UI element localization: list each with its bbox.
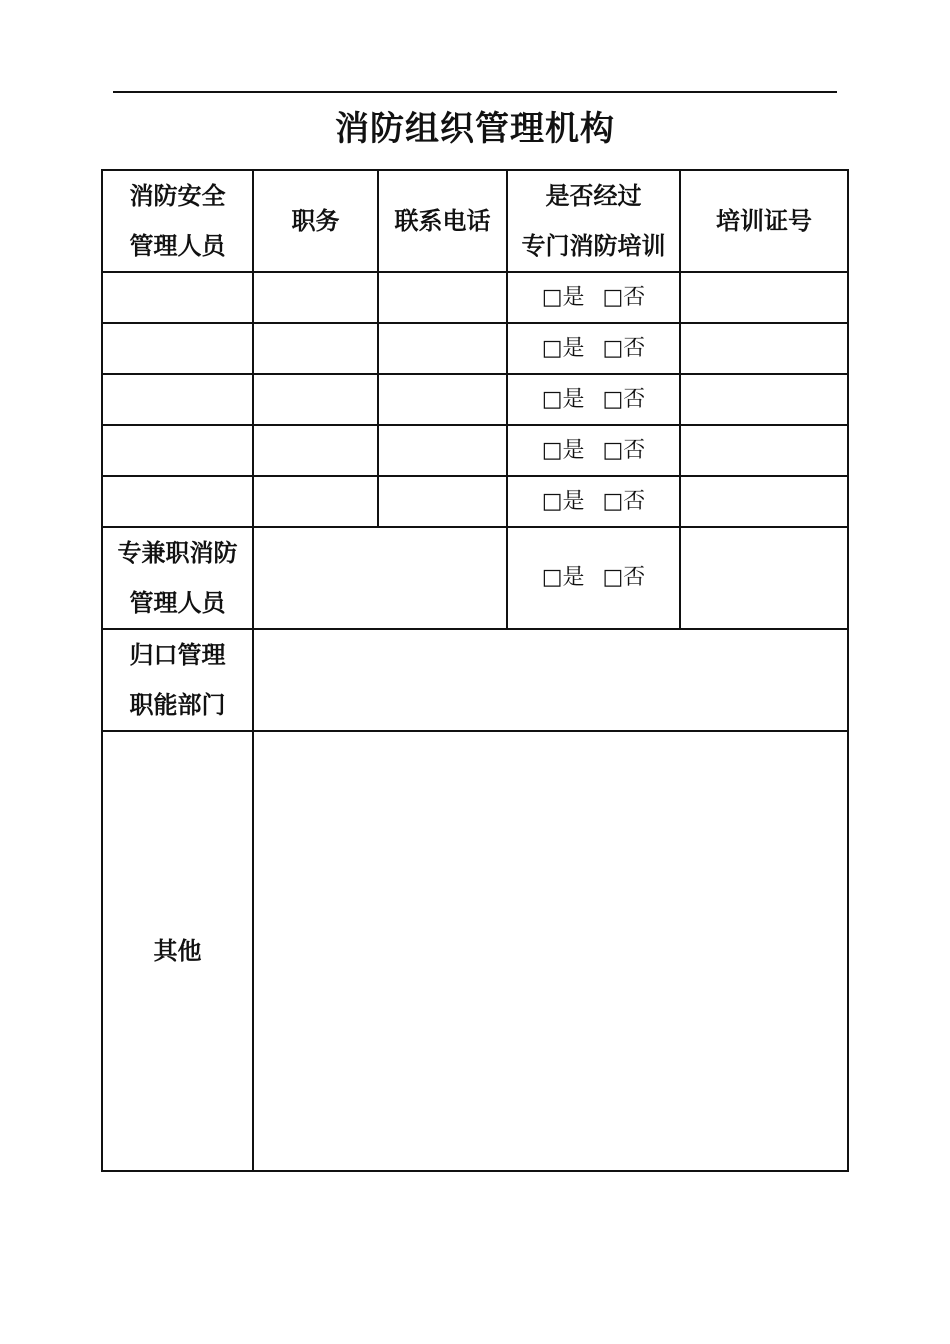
name-cell[interactable] xyxy=(102,476,253,527)
certificate-cell[interactable] xyxy=(680,323,848,374)
trained-cell xyxy=(507,374,680,425)
certificate-cell[interactable] xyxy=(680,476,848,527)
table-row xyxy=(102,476,848,527)
table-row xyxy=(102,272,848,323)
top-rule xyxy=(113,91,837,93)
table-row xyxy=(102,374,848,425)
part-time-label xyxy=(102,527,253,629)
trained-cell xyxy=(507,272,680,323)
position-cell[interactable] xyxy=(253,374,378,425)
header-certificate: 培训证号 xyxy=(680,170,848,272)
phone-cell[interactable] xyxy=(378,374,507,425)
phone-cell[interactable] xyxy=(378,476,507,527)
trained-cell xyxy=(507,425,680,476)
no-checkbox[interactable]: □否 xyxy=(602,335,646,361)
certificate-cell[interactable] xyxy=(680,374,848,425)
no-checkbox[interactable]: □否 xyxy=(602,565,646,590)
position-cell[interactable] xyxy=(253,272,378,323)
position-cell[interactable] xyxy=(253,323,378,374)
other-row xyxy=(102,731,848,1171)
no-checkbox[interactable]: □否 xyxy=(602,488,646,514)
header-safety-personnel-line2: 管理人员 xyxy=(129,231,226,260)
certificate-cell[interactable] xyxy=(680,527,848,629)
yes-checkbox[interactable]: □是 xyxy=(541,335,585,361)
department-label-line1: 归口管理 xyxy=(129,640,226,669)
department-label-line2: 职能部门 xyxy=(129,690,226,719)
certificate-cell[interactable] xyxy=(680,272,848,323)
table-row xyxy=(102,323,848,374)
header-phone: 联系电话 xyxy=(378,170,507,272)
name-cell[interactable] xyxy=(102,323,253,374)
yes-checkbox[interactable]: □是 xyxy=(541,565,585,590)
position-cell[interactable] xyxy=(253,476,378,527)
header-position: 职务 xyxy=(253,170,378,272)
department-label xyxy=(102,629,253,731)
trained-cell xyxy=(507,323,680,374)
phone-cell[interactable] xyxy=(378,425,507,476)
part-time-row xyxy=(102,527,848,629)
name-cell[interactable] xyxy=(102,272,253,323)
yes-checkbox[interactable]: □是 xyxy=(541,284,585,310)
page-title: 消防组织管理机构 xyxy=(335,109,615,149)
no-checkbox[interactable]: □否 xyxy=(602,284,646,310)
header-safety-personnel-line1: 消防安全 xyxy=(129,181,226,210)
phone-cell[interactable] xyxy=(378,323,507,374)
no-checkbox[interactable]: □否 xyxy=(602,386,646,412)
trained-cell xyxy=(507,476,680,527)
department-value-cell[interactable] xyxy=(253,629,848,731)
part-time-label-line1: 专兼职消防 xyxy=(117,538,238,567)
yes-checkbox[interactable]: □是 xyxy=(541,437,585,463)
other-value-cell[interactable] xyxy=(253,731,848,1171)
header-trained xyxy=(507,170,680,272)
other-label: 其他 xyxy=(102,731,253,1171)
name-cell[interactable] xyxy=(102,425,253,476)
fire-organization-table xyxy=(101,169,849,1172)
part-time-name-cell[interactable] xyxy=(253,527,507,629)
no-checkbox[interactable]: □否 xyxy=(602,437,646,463)
header-safety-personnel xyxy=(102,170,253,272)
certificate-cell[interactable] xyxy=(680,425,848,476)
header-row xyxy=(102,170,848,272)
name-cell[interactable] xyxy=(102,374,253,425)
table-row xyxy=(102,425,848,476)
department-row xyxy=(102,629,848,731)
phone-cell[interactable] xyxy=(378,272,507,323)
header-trained-line2: 专门消防培训 xyxy=(521,231,666,260)
trained-cell xyxy=(507,527,680,629)
yes-checkbox[interactable]: □是 xyxy=(541,386,585,412)
position-cell[interactable] xyxy=(253,425,378,476)
yes-checkbox[interactable]: □是 xyxy=(541,488,585,514)
part-time-label-line2: 管理人员 xyxy=(129,588,226,617)
header-trained-line1: 是否经过 xyxy=(545,181,642,210)
